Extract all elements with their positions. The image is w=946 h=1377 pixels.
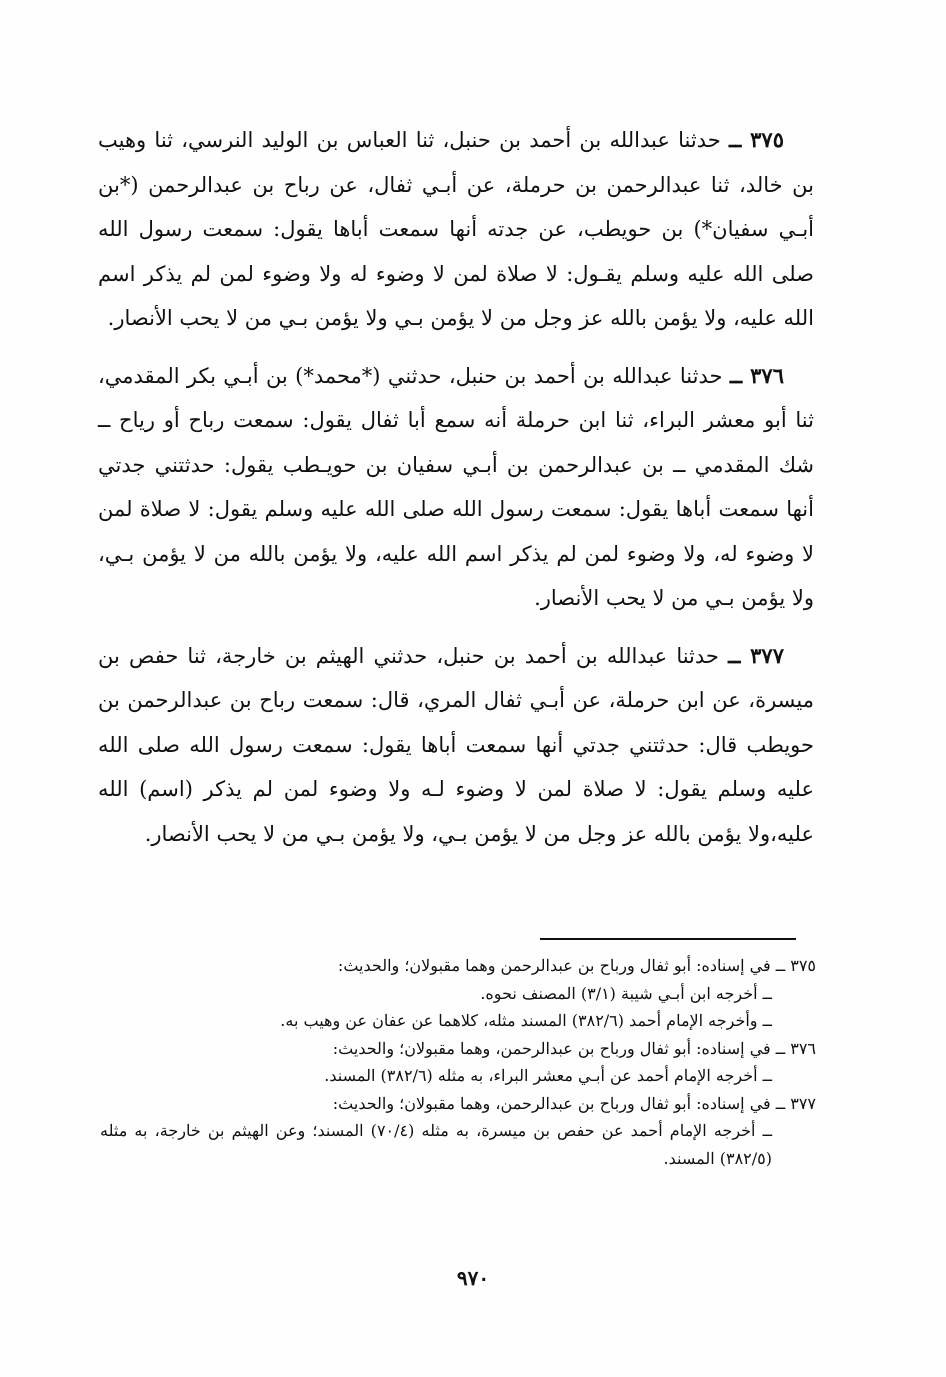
footnote-line: ــ أخرجه الإمام أحمد عن حفص بن ميسرة، به مثله (٧٠/٤) المسند؛ وعن الهيثم بن خارجة، به مثله (٣٨٢/٥) المسند. [100, 1121, 773, 1168]
footnote-line: ٣٧٥ ــ في إسناده: أبو ثفال ورباح بن عبدالرحمن وهما مقبولان؛ والحديث: [337, 956, 816, 975]
hadith-number: ٣٧٦ ــ [729, 362, 784, 388]
hadith-body: حدثنا عبدالله بن أحمد بن حنبل، حدثني الهيثم بن خارجة، ثنا حفص بن ميسرة، عن ابن حرملة، عن أبـي ثفال المري، قال: سمعت رباح بن عبدالرحمن بن حويطب قال: حدثتني جدتي أنها سمعت أباها يقول: سمعت رسول الله صلى الله عليه وسلم يقول: لا صلاة لمن لا وضوء لـه ولا وضوء لمن لم يذكر (اسم) الله عليه،ولا يؤمن بالله عز وجل من لا يؤمن بـي، ولا يؤمن بـي من لا يحب الأنصار. [98, 643, 814, 846]
hadith-number: ٣٧٥ ــ [728, 127, 784, 152]
footnote-line: ــ وأخرجه الإمام أحمد (٣٨٢/٦) المسند مثله، كلاهما عن عفان عن وهيب به. [280, 1011, 772, 1030]
page-number: ٩٧٠ [456, 1266, 490, 1290]
hadith-text-block [98, 118, 814, 869]
hadith-376 [98, 354, 814, 621]
footnote-separator [540, 938, 796, 940]
footnote-line: ــ أخرجه ابن أبـي شيبة (٣/١) المصنف نحوه. [480, 983, 772, 1003]
footnote-line: ٣٧٧ ــ في إسناده: أبو ثفال ورباح بن عبدالرحمن، وهما مقبولان؛ والحديث: [332, 1093, 816, 1113]
hadith-number: ٣٧٧ ــ [728, 642, 784, 668]
hadith-body: حدثنا عبدالله بن أحمد بن حنبل، حدثني (*محمد*) بن أبـي بكر المقدمي، ثنا أبو معشر البراء، ثنا ابن حرملة أنه سمع أبا ثفال يقول: سمعت رباح أو رياح ــ شك المقدمي ــ بن عبدالرحمن بن أبـي سفيان بن حويـطب يقول: حدثتني جدتي أنها سمعت أباها يقول: سمعت رسول الله صلى الله عليه وسلم يقول: لا صلاة لمن لا وضوء له، ولا وضوء لمن لم يذكر اسم الله عليه، ولا يؤمن بالله من لا يؤمن بـي، ولا يؤمن بـي من لا يحب الأنصار. [98, 363, 814, 610]
footnote-line: ــ أخرجه الإمام أحمد عن أبـي معشر البراء، به مثله (٣٨٢/٦) المسند. [324, 1066, 772, 1085]
hadith-body: حدثنا عبدالله بن أحمد بن حنبل، ثنا العباس بن الوليد النرسي، ثنا وهيب بن خالد، ثنا عبدالرحمن بن حرملة، عن أبـي ثفال، عن رباح بن عبدالرحمن (*بن أبـي سفيان*) بن حويطب، عن جدته أنها سمعت أباها يقول: سمعت رسول الله صلى الله عليه وسلم يقـول: لا صلاة لمن لا وضوء له ولا وضوء لمن لم يذكر اسم الله عليه، ولا يؤمن بالله عز وجل من لا يؤمن بـي ولا يؤمن بـي من لا يحب الأنصار. [98, 128, 814, 330]
footnote-line: ٣٧٦ ــ في إسناده: أبو ثفال ورباح بن عبدالرحمن، وهما مقبولان؛ والحديث: [332, 1038, 816, 1058]
hadith-375 [98, 118, 814, 341]
hadith-377 [98, 634, 814, 857]
footnotes [100, 952, 816, 1172]
